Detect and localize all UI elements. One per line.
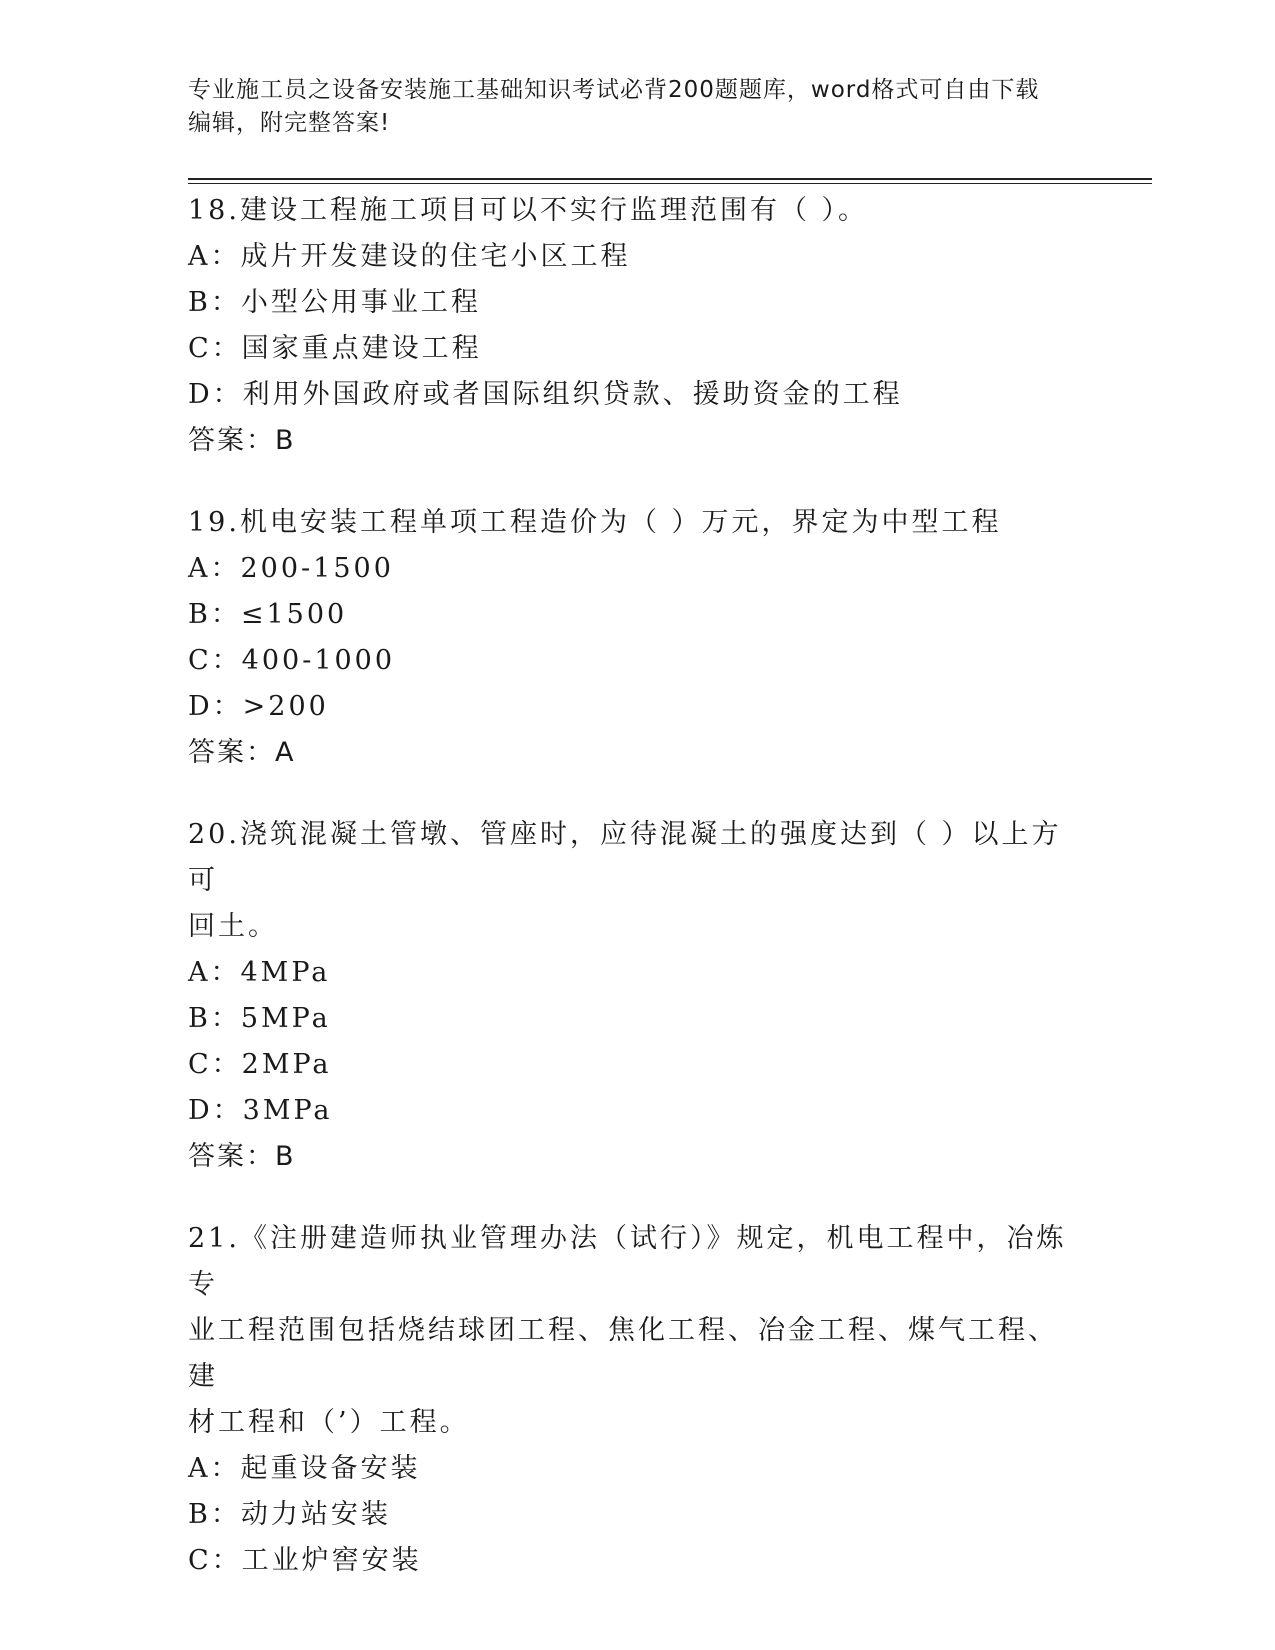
option-d: D：>200 bbox=[188, 691, 329, 722]
question-stem-line-2: 业工程范围包括烧结球团工程、焦化工程、冶金工程、煤气工程、建 bbox=[188, 1315, 1058, 1392]
question-18 bbox=[188, 188, 1088, 464]
answer-label: 答案：B bbox=[188, 1141, 296, 1172]
question-21 bbox=[188, 1216, 1088, 1584]
header-line-2: 编辑，附完整答案! bbox=[188, 110, 391, 136]
question-20 bbox=[188, 812, 1088, 1180]
question-stem-line-1: 20.浇筑混凝土管墩、管座时，应待混凝土的强度达到（ ）以上方可 bbox=[188, 819, 1062, 896]
question-list bbox=[188, 188, 1088, 1620]
option-b: B：动力站安装 bbox=[188, 1499, 391, 1530]
header-divider-top bbox=[188, 178, 1152, 180]
option-c: C：2MPa bbox=[188, 1049, 332, 1080]
option-b: B：≤1500 bbox=[188, 599, 348, 630]
question-stem-line-3: 材工程和（’）工程。 bbox=[188, 1407, 470, 1438]
option-c: C：工业炉窖安装 bbox=[188, 1545, 422, 1576]
option-c: C：国家重点建设工程 bbox=[188, 333, 482, 364]
header-divider-bottom bbox=[188, 183, 1152, 184]
option-a: A：成片开发建设的住宅小区工程 bbox=[188, 241, 631, 272]
option-d: D：3MPa bbox=[188, 1095, 333, 1126]
option-a: A：起重设备安装 bbox=[188, 1453, 421, 1484]
option-a: A：4MPa bbox=[188, 957, 331, 988]
header-line-1: 专业施工员之设备安装施工基础知识考试必背200题题库，word格式可自由下载 bbox=[188, 77, 1040, 103]
question-stem: 19.机电安装工程单项工程造价为（ ）万元，界定为中型工程 bbox=[188, 507, 1002, 538]
question-stem-line-1: 21.《注册建造师执业管理办法（试行）》规定，机电工程中，冶炼专 bbox=[188, 1223, 1067, 1300]
option-a: A：200-1500 bbox=[188, 553, 394, 584]
answer-label: 答案：B bbox=[188, 425, 296, 456]
option-c: C：400-1000 bbox=[188, 645, 396, 676]
option-b: B：小型公用事业工程 bbox=[188, 287, 481, 318]
document-header bbox=[188, 74, 1068, 140]
question-19 bbox=[188, 500, 1088, 776]
answer-label: 答案：A bbox=[188, 737, 296, 768]
option-d: D：利用外国政府或者国际组织贷款、援助资金的工程 bbox=[188, 379, 903, 410]
question-stem: 18.建设工程施工项目可以不实行监理范围有（ ）。 bbox=[188, 195, 869, 226]
question-stem-line-2: 回土。 bbox=[188, 911, 278, 942]
option-b: B：5MPa bbox=[188, 1003, 331, 1034]
